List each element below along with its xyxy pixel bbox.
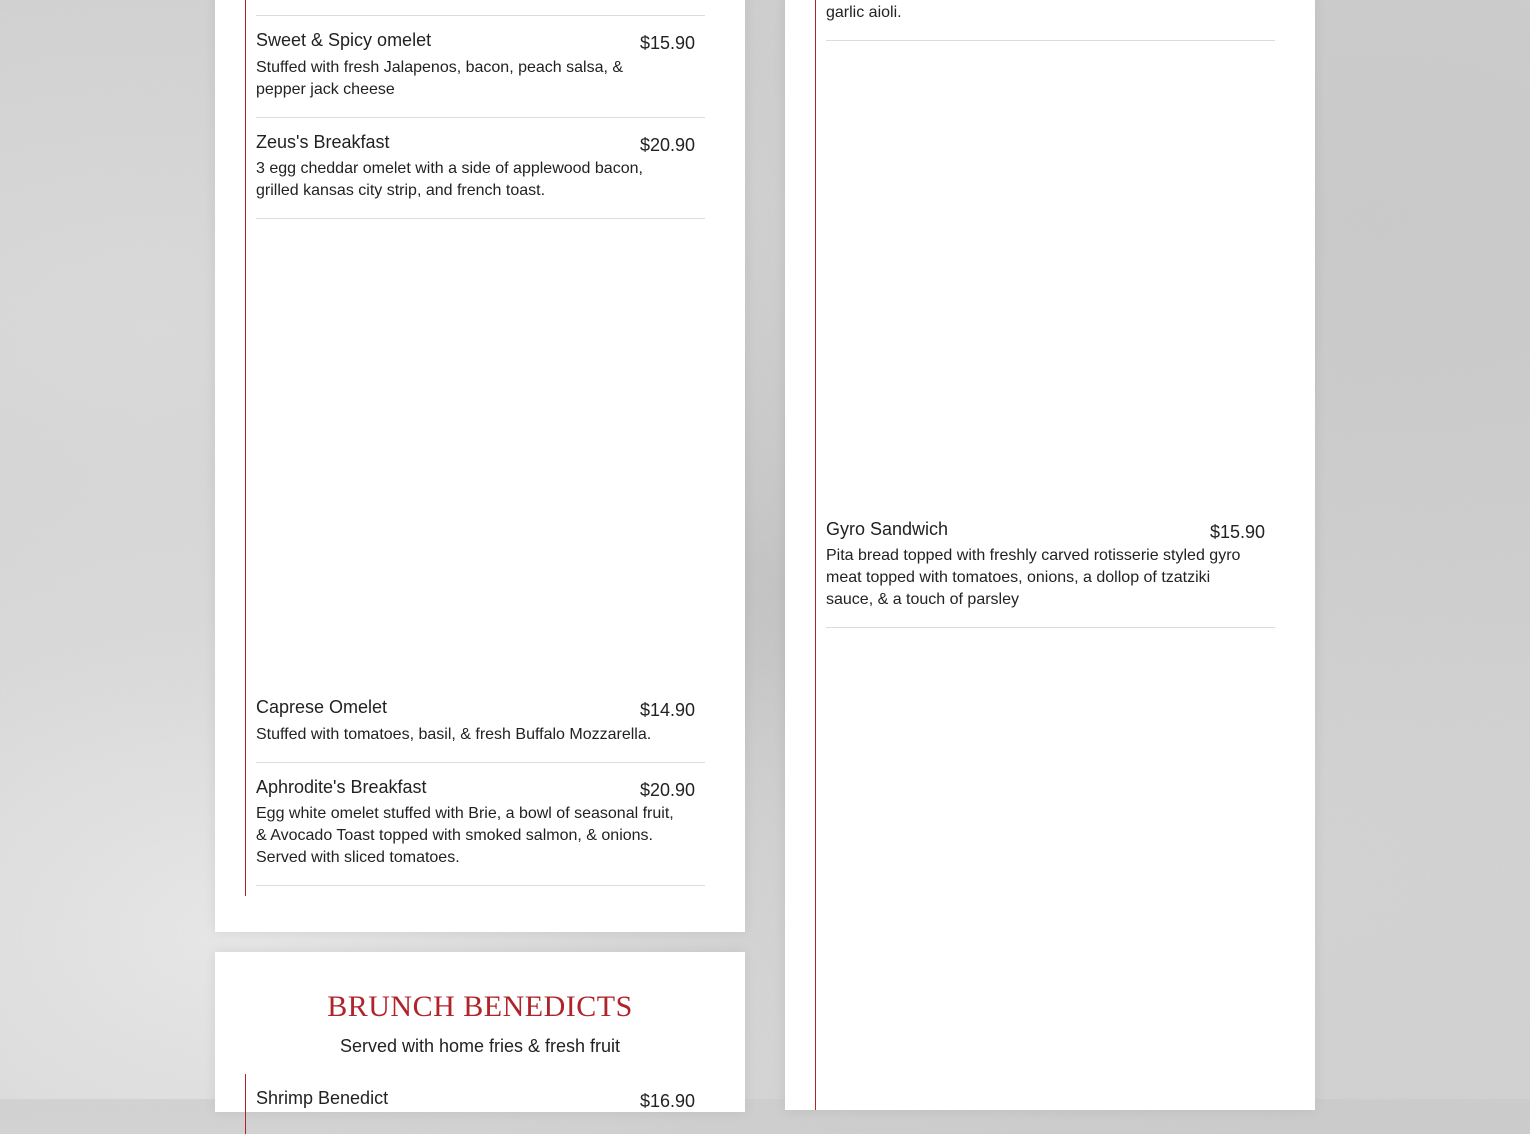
item-divider (256, 15, 705, 16)
item-divider (256, 218, 705, 219)
item-name: Gyro Sandwich (826, 519, 949, 539)
omelets-menu-card (215, 0, 745, 932)
section-accent-line (245, 0, 246, 896)
item-divider (256, 885, 705, 886)
item-name: Caprese Omelet (256, 697, 388, 717)
item-divider (256, 762, 705, 763)
item-description: Egg white omelet stuffed with Brie, a bowl of seasonal fruit, & Avocado Toast topped with smoked salmon, & onions. Served with sliced tomatoes. (256, 805, 674, 866)
sandwiches-menu-card (785, 0, 1315, 1110)
item-price: $20.90 (639, 135, 695, 155)
item-description: Stuffed with fresh Jalapenos, bacon, peach salsa, & pepper jack cheese (256, 59, 624, 98)
item-name: Sweet & Spicy omelet (256, 30, 432, 50)
item-divider (826, 627, 1275, 628)
section-subtitle: Served with home fries & fresh fruit (339, 1036, 621, 1056)
item-divider (826, 40, 1275, 41)
item-name: Shrimp Benedict (256, 1088, 389, 1108)
item-price: $15.90 (639, 33, 695, 53)
item-name: Aphrodite's Breakfast (256, 777, 427, 797)
item-price: $15.90 (1209, 522, 1265, 542)
item-description: 3 egg cheddar omelet with a side of applewood bacon, grilled kansas city strip, and french toast. (256, 160, 643, 199)
section-title: BRUNCH BENEDICTS (327, 990, 633, 1023)
section-accent-line (245, 1074, 246, 1134)
item-price: $14.90 (639, 700, 695, 720)
item-price: $16.90 (639, 1091, 695, 1111)
benedicts-menu-card (215, 952, 745, 1112)
item-description: garlic aioli. (826, 4, 902, 21)
item-description: Pita bread topped with freshly carved rotisserie styled gyro meat topped with tomatoes, onions, a dollop of tzatziki sauce, & a touch of parsley (826, 547, 1241, 608)
item-description: Stuffed with tomatoes, basil, & fresh Buffalo Mozzarella. (256, 726, 652, 743)
section-accent-line (815, 0, 816, 1110)
item-divider (256, 117, 705, 118)
item-price: $20.90 (639, 780, 695, 800)
item-name: Zeus's Breakfast (256, 132, 390, 152)
